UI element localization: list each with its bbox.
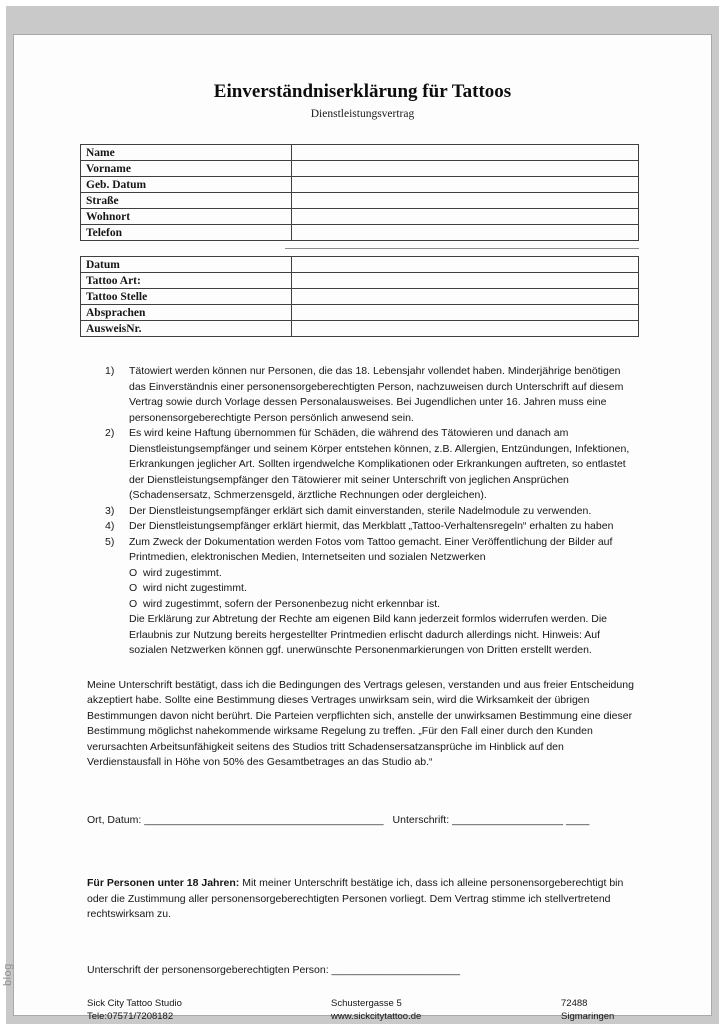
consent-option-disagree[interactable] <box>129 581 638 597</box>
row-label-tattoo-stelle: Tattoo Stelle <box>81 289 292 305</box>
row-label-wohnort: Wohnort <box>81 209 292 225</box>
row-value-strasse[interactable] <box>292 193 639 209</box>
ort-datum-line: _________________________________________ <box>144 813 384 826</box>
page-title: Einverständniserklärung für Tattoos <box>213 81 512 102</box>
agreement-paragraph: Meine Unterschrift bestätigt, dass ich die Bedingungen des Vertrags gelesen, verstanden und aus freier Entscheidung akzeptiert habe. Sollte eine Bestimmung dieses Vertrages unwirksam sein, wird die Wirksamkeit der übrigen Bestimmungen davon nicht berührt. Die Parteien verpflichten sich, anstelle der unwirksamen Bestimmung eine dieser Bestimmung möglichst nahekommende wirksame Regelung zu treffen. „Für den Fall einer durch den Kunden verursachten Arbeitsunfähigkeit seitens des Studios tritt Schadensersatzansprüche im Hinblick auf den Verdienstausfall in Höhe von 50% des Gesamtbetrages an das Studio ab.“ <box>87 678 634 768</box>
terms-list <box>87 364 638 566</box>
term-text: Es wird keine Haftung übernommen für Schäden, die während des Tätowieren und danach am Dienstleistungsempfänger und seinem Körper entstehen können, z.B. Allergien, Entzündungen, Infektionen, Erkrankungen jeglicher Art. Sollten irgendwelche Komplikationen oder Erkrankungen auftreten, so entlastet der Dienstleistungsempfänger den Tätowierer mit seiner Unterschrift von jeglichen Ansprüchen (Schadensersatz, Schmerzensgeld, ärztliche Rechnungen oder dergleichen). <box>129 427 630 501</box>
table-row <box>81 161 639 177</box>
term-number: 5) <box>105 535 115 548</box>
row-label-absprachen: Absprachen <box>81 305 292 321</box>
document-page <box>13 34 712 1022</box>
row-value-geb-datum[interactable] <box>292 177 639 193</box>
table-row <box>81 209 639 225</box>
table-row <box>81 257 639 273</box>
row-value-tattoo-art[interactable] <box>292 273 639 289</box>
table-row <box>81 289 639 305</box>
ort-datum-label: Ort, Datum: <box>87 813 142 826</box>
table-row <box>81 321 639 337</box>
guardian-signature-label: Unterschrift der personensorgeberechtigten Person: <box>87 963 329 976</box>
studio-street: Schustergasse 5 <box>331 998 402 1009</box>
row-label-strasse: Straße <box>81 193 292 209</box>
term-text: Zum Zweck der Dokumentation werden Fotos vom Tattoo gemacht. Einer Veröffentlichung der Bilder auf Printmedien, elektronischen Medien, Internetseiten und sozialen Netzwerken <box>129 535 613 563</box>
consent-note: Die Erklärung zur Abtretung der Rechte am eigenen Bild kann jederzeit formlos widerrufen werden. Die Erlaubnis zur Nutzung bereits hergestellter Printmedien erlischt dadurch allerdings nicht. Hinweis: Auf sozialen Netzwerken können ggf. unerwünschte Personenmarkierungen von Dritten erstellt werden. <box>129 613 607 656</box>
option-label: wird zugestimmt, sofern der Personenbezug nicht erkennbar ist. <box>143 597 441 610</box>
blog-watermark: blog <box>2 963 14 986</box>
table-row <box>81 305 639 321</box>
unterschrift-label: Unterschrift: <box>392 813 450 826</box>
footer <box>87 998 638 1023</box>
footer-studio-column <box>87 998 331 1023</box>
table-row <box>81 273 639 289</box>
consent-options <box>129 566 638 659</box>
minors-paragraph <box>87 876 638 923</box>
option-circle-icon[interactable]: O <box>129 566 138 579</box>
term-number: 2) <box>105 427 115 439</box>
footer-city-column <box>561 998 638 1023</box>
row-value-vorname[interactable] <box>292 161 639 177</box>
row-label-geb-datum: Geb. Datum <box>81 177 292 193</box>
studio-phone: Tele:07571/7208182 <box>87 1010 174 1022</box>
tattoo-data-table <box>80 256 639 337</box>
minors-lead: Für Personen unter 18 Jahren: <box>87 877 240 889</box>
table-gap <box>80 241 639 256</box>
table-row <box>81 145 639 161</box>
consent-option-agree[interactable] <box>129 566 638 582</box>
term-text: Der Dienstleistungsempfänger erklärt sich damit einverstanden, sterile Nadelmodule zu verwenden. <box>129 504 592 517</box>
term-number: 1) <box>105 365 115 377</box>
footer-address-column <box>331 998 561 1023</box>
row-value-absprachen[interactable] <box>292 305 639 321</box>
personal-data-table <box>80 144 639 241</box>
consent-option-anonymous[interactable] <box>129 597 638 613</box>
gray-background-mat <box>6 6 719 1024</box>
guardian-signature-row <box>87 963 638 979</box>
row-value-ausweisnr[interactable] <box>292 321 639 337</box>
table-row <box>81 225 639 241</box>
term-text: Der Dienstleistungsempfänger erklärt hiermit, das Merkblatt „Tattoo-Verhaltensregeln“ erhalten zu haben <box>129 520 614 532</box>
row-value-datum[interactable] <box>292 257 639 273</box>
term-text: Tätowiert werden können nur Personen, die das 18. Lebensjahr vollendet haben. Minderjährige benötigen das Einverständnis einer personensorgeberechtigten Person, nachzuweisen durch Unterschrift auf diesem Vertrag sowie durch Vorlage dessen Personalausweises. Bei Jugendlichen unter 16. Jahren muss eine personensorgeberechtigte Person persönlich anwesend sein. <box>129 365 624 424</box>
row-value-tattoo-stelle[interactable] <box>292 289 639 305</box>
page-subtitle: Dienstleistungsvertrag <box>310 108 415 120</box>
row-label-telefon: Telefon <box>81 225 292 241</box>
studio-city: 72488 Sigmaringen <box>561 998 615 1022</box>
option-circle-icon[interactable]: O <box>129 582 138 594</box>
signature-row <box>87 813 638 829</box>
row-label-ausweisnr: AusweisNr. <box>81 321 292 337</box>
term-item-1 <box>105 364 638 426</box>
studio-name: Sick City Tattoo Studio <box>87 998 182 1009</box>
studio-website[interactable]: www.sickcitytattoo.de <box>331 1010 422 1022</box>
row-label-vorname: Vorname <box>81 161 292 177</box>
term-item-4 <box>105 519 638 535</box>
term-number: 4) <box>105 520 115 532</box>
table-row <box>81 193 639 209</box>
row-label-tattoo-art: Tattoo Art: <box>81 273 292 289</box>
row-value-name[interactable] <box>292 145 639 161</box>
unterschrift-line: ___________________ ____ <box>452 813 590 826</box>
term-item-2 <box>105 426 638 504</box>
term-number: 3) <box>105 504 115 517</box>
option-circle-icon[interactable]: O <box>129 597 138 610</box>
row-label-datum: Datum <box>81 257 292 273</box>
term-item-3 <box>105 504 638 520</box>
term-item-5 <box>105 535 638 566</box>
row-label-name: Name <box>81 145 292 161</box>
row-value-telefon[interactable] <box>292 225 639 241</box>
guardian-signature-line: ______________________ <box>331 963 461 976</box>
gap-divider-line <box>285 248 639 249</box>
row-value-wohnort[interactable] <box>292 209 639 225</box>
table-row <box>81 177 639 193</box>
minors-text: Mit meiner Unterschrift bestätige ich, dass ich alleine personensorgeberechtigt bin oder die Zustimmung aller personensorgeberechtigten Personen vorliegt. Dem Vertrag stimme ich stellvertretend rechtswirksam zu. <box>87 877 624 920</box>
option-label: wird zugestimmt. <box>143 566 222 579</box>
option-label: wird nicht zugestimmt. <box>143 582 247 594</box>
